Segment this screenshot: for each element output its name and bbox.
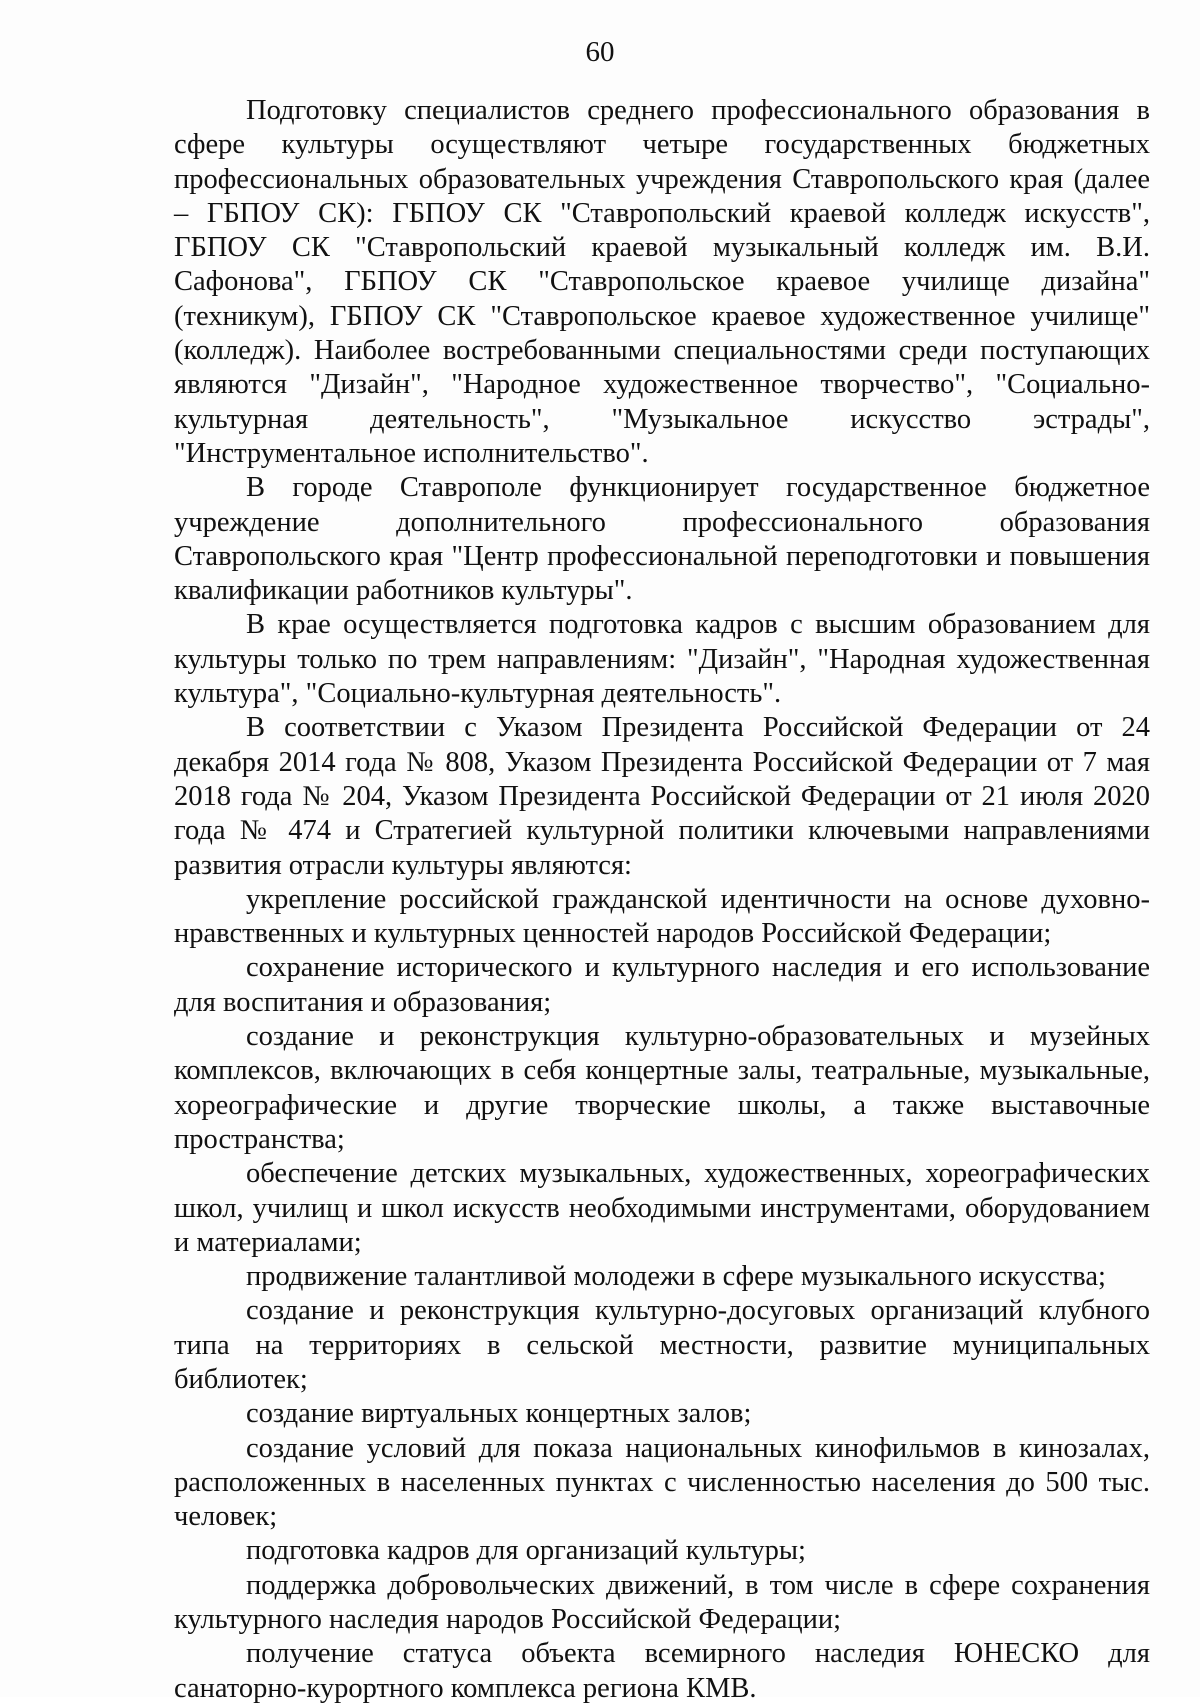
list-item-heritage-preservation: сохранение исторического и культурного наследия и его использование для воспитания и образования;	[174, 952, 1150, 1018]
list-item-talented-youth: продвижение талантливой молодежи в сфере музыкального искусства;	[246, 1261, 1106, 1293]
document-body	[174, 94, 1150, 1706]
paragraph-training-center: В городе Ставрополе функционирует государственное бюджетное учреждение дополнительного профессионального образования Ставропольского края "Центр профессиональной переподготовки и повышения квалификации работников культуры".	[174, 472, 1150, 607]
list-item-national-films: создание условий для показа национальных кинофильмов в кинозалах, расположенных в населенных пунктах с численностью населения до 500 тыс. человек;	[174, 1432, 1150, 1533]
list-item-rural-clubs: создание и реконструкция культурно-досуговых организаций клубного типа на территориях в сельской местности, развитие муниципальных библиотек;	[174, 1295, 1150, 1395]
list-item-staff-training: подготовка кадров для организаций культуры;	[246, 1535, 806, 1567]
paragraph-key-directions-intro: В соответствии с Указом Президента Российской Федерации от 24 декабря 2014 года № 808, Указом Президента Российской Федерации от 7 мая 2018 года № 204, Указом Президента Российской Федерации от 21 июля 2020 года № 474 и Стратегией культурной политики ключевыми направлениями развития отрасли культуры являются:	[174, 712, 1150, 881]
list-item-civic-identity: укрепление российской гражданской идентичности на основе духовно-нравственных и культурных ценностей народов Российской Федерации;	[174, 883, 1150, 950]
list-item-school-equipment: обеспечение детских музыкальных, художественных, хореографических школ, училищ и школ искусств необходимыми инструментами, оборудованием и материалами;	[174, 1158, 1150, 1258]
list-item-volunteer-movements: поддержка добровольческих движений, в том числе в сфере сохранения культурного наследия народов Российской Федерации;	[174, 1569, 1150, 1636]
list-item-cultural-complexes: создание и реконструкция культурно-образовательных и музейных комплексов, включающих в себя концертные залы, театральные, музыкальные, хореографические и другие творческие школы, а также выставочные пространства;	[174, 1021, 1150, 1155]
paragraph-higher-education: В крае осуществляется подготовка кадров с высшим образованием для культуры только по трем направлениям: "Дизайн", "Народная художественная культура", "Социально-культурная деятельность".	[174, 609, 1150, 710]
list-item-unesco-status: получение статуса объекта всемирного наследия ЮНЕСКО для санаторно-курортного комплекса региона КМВ.	[174, 1638, 1150, 1704]
paragraph-spo-institutions: Подготовку специалистов среднего профессионального образования в сфере культуры осуществляют четыре государственных бюджетных профессиональных образовательных учреждения Ставропольского края (далее – ГБПОУ СК): ГБПОУ СК "Ставропольский краевой колледж искусств", ГБПОУ СК "Ставропольский краевой музыкальный колледж им. В.И. Сафонова", ГБПОУ СК "Ставропольское краевое училище дизайна" (техникум), ГБПОУ СК "Ставропольское краевое художественное училище" (колледж). Наиболее востребованными специальностями среди поступающих являются "Дизайн", "Народное художественное творчество", "Социально-культурная деятельность", "Музыкальное искусство эстрады", "Инструментальное исполнительство".	[174, 95, 1150, 469]
list-item-virtual-halls: создание виртуальных концертных залов;	[246, 1398, 752, 1430]
page-number: 60	[585, 36, 615, 68]
